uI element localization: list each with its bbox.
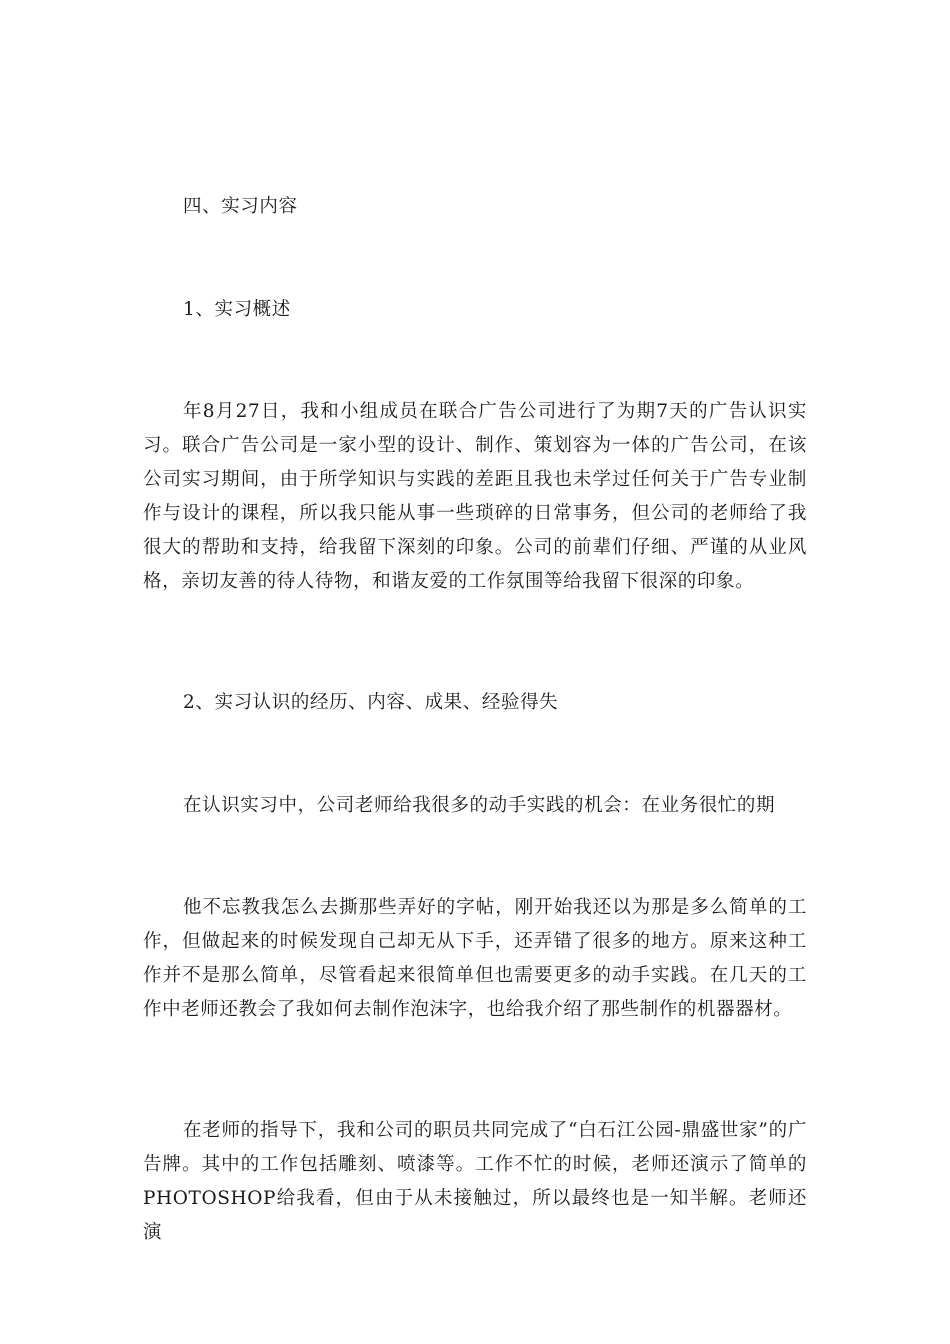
paragraph-billboard-project: 在老师的指导下，我和公司的职员共同完成了“白石江公园-鼎盛世家”的广告牌。其中的工作包括雕刻、喷漆等。工作不忙的时候，老师还演示了简单的PHOTOSHOP给我看，但由于从未接触过，所以最终也是一知半解。老师还演 bbox=[143, 1120, 807, 1243]
subheading-internship-overview: 1、实习概述 bbox=[183, 299, 291, 320]
paragraph-teaching: 他不忘教我怎么去撕那些弄好的字帖，刚开始我还以为那是多么简单的工作，但做起来的时候发现自己却无从下手，还弄错了很多的地方。原来这种工作并不是那么简单，尽管看起来很简单但也需要更多的动手实践。在几天的工作中老师还教会了我如何去制作泡沫字，也给我介绍了那些制作的机器器材。 bbox=[143, 897, 807, 1020]
paragraph-overview: 年8月27日，我和小组成员在联合广告公司进行了为期7天的广告认识实习。联合广告公司是一家小型的设计、制作、策划容为一体的广告公司，在该公司实习期间，由于所学知识与实践的差距且我也未学过任何关于广告专业制作与设计的课程，所以我只能从事一些琐碎的日常事务，但公司的老师给了我很大的帮助和支持，给我留下深刻的印象。公司的前辈们仔细、严谨的从业风格，亲切友善的待人待物，和谐友爱的工作氛围等给我留下很深的印象。 bbox=[143, 401, 807, 592]
paragraph-practice-opportunities: 在认识实习中，公司老师给我很多的动手实践的机会：在业务很忙的期 bbox=[183, 795, 776, 816]
subheading-internship-experience: 2、实习认识的经历、内容、成果、经验得失 bbox=[183, 692, 559, 713]
section-heading: 四、实习内容 bbox=[183, 196, 298, 217]
